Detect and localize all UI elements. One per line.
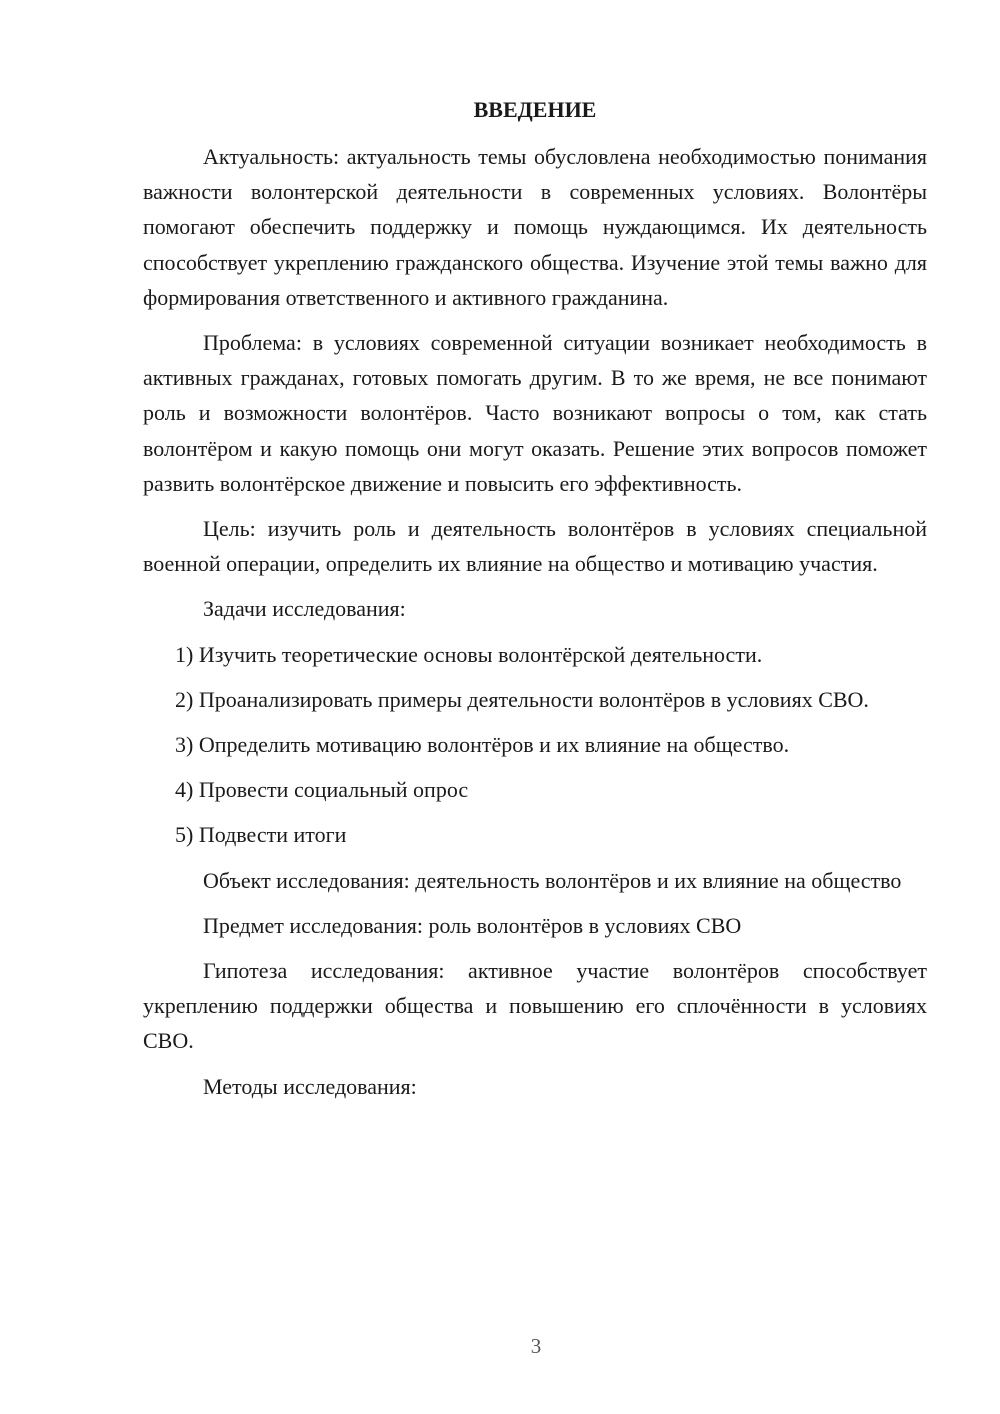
task-item: 4) Провести социальный опрос bbox=[175, 777, 469, 803]
object-paragraph: Объект исследования: деятельность волонтёров и их влияние на общество bbox=[203, 867, 902, 893]
task-item: 1) Изучить теоретические основы волонтёрской деятельности. bbox=[175, 641, 763, 667]
subject-paragraph: Предмет исследования: роль волонтёров в условиях СВО bbox=[203, 912, 742, 938]
relevance-paragraph: Актуальность: актуальность темы обусловлена необходимостью понимания важности волонтерской деятельности в современных условиях. Волонтёры помогают обеспечить поддержку и помощь нуждающимся. Их деятельность способствует укреплению гражданского общества. Изучение этой темы важно для формирования ответственного и активного гражданина. bbox=[143, 144, 927, 310]
task-item: 5) Подвести итоги bbox=[175, 822, 347, 848]
goal-paragraph: Цель: изучить роль и деятельность волонтёров в условиях специальной военной операции, определить их влияние на общество и мотивацию участия. bbox=[143, 516, 927, 577]
methods-heading: Методы исследования: bbox=[203, 1073, 417, 1099]
document-page bbox=[143, 92, 927, 1114]
task-item: 2) Проанализировать примеры деятельности волонтёров в условиях СВО. bbox=[175, 686, 869, 712]
task-item: 3) Определить мотивацию волонтёров и их влияние на общество. bbox=[175, 732, 790, 758]
hypothesis-paragraph: Гипотеза исследования: активное участие волонтёров способствует укреплению поддержки общества и повышению его сплочённости в условиях СВО. bbox=[143, 958, 927, 1054]
page-number: 3 bbox=[530, 1334, 542, 1358]
tasks-heading: Задачи исследования: bbox=[203, 596, 406, 622]
section-title: ВВЕДЕНИЕ bbox=[473, 97, 597, 122]
problem-paragraph: Проблема: в условиях современной ситуации возникает необходимость в активных гражданах, готовых помогать другим. В то же время, не все понимают роль и возможности волонтёров. Часто возникают вопросы о том, как стать волонтёром и какую помощь они могут оказать. Решение этих вопросов поможет развить волонтёрское движение и повысить его эффективность. bbox=[143, 330, 927, 496]
